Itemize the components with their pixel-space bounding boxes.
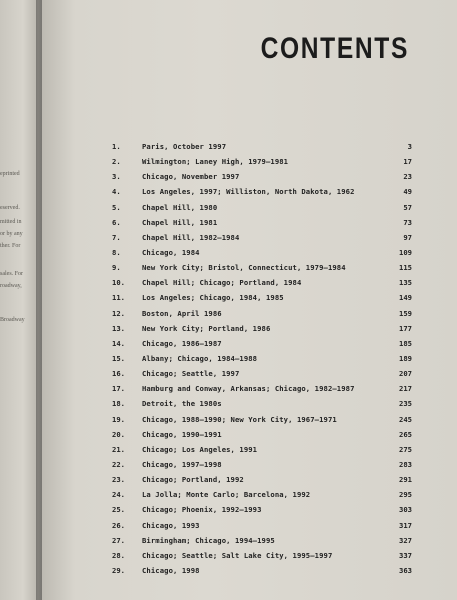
page-number: 177 xyxy=(399,323,412,333)
chapter-title: New York City; Bristol, Connecticut, 1979–1984 xyxy=(142,263,346,273)
toc-entry xyxy=(112,460,412,475)
chapter-number: 2. xyxy=(112,157,121,167)
toc-entry xyxy=(112,551,412,566)
chapter-number: 26. xyxy=(112,520,125,530)
page-number: 185 xyxy=(399,338,412,348)
left-page-text: mitted in xyxy=(0,219,22,225)
left-page-text: roadway, xyxy=(0,283,22,289)
chapter-number: 3. xyxy=(112,172,121,182)
page-number: 49 xyxy=(403,187,412,197)
chapter-title: Chicago, 1993 xyxy=(142,520,200,530)
chapter-title: Boston, April 1986 xyxy=(142,308,222,318)
page-number: 109 xyxy=(399,247,412,257)
toc-entry xyxy=(112,430,412,445)
toc-entry xyxy=(112,263,412,278)
chapter-number: 24. xyxy=(112,490,125,500)
chapter-number: 15. xyxy=(112,353,125,363)
left-page-text: eserved. xyxy=(0,205,20,211)
page-number: 115 xyxy=(399,263,412,273)
toc-entry xyxy=(112,278,412,293)
toc-entry xyxy=(112,218,412,233)
page-number: 149 xyxy=(399,293,412,303)
toc-entry xyxy=(112,445,412,460)
chapter-number: 22. xyxy=(112,459,125,469)
chapter-title: Chapel Hill, 1981 xyxy=(142,217,218,227)
chapter-title: Los Angeles, 1997; Williston, North Dakota, 1962 xyxy=(142,187,355,197)
chapter-number: 11. xyxy=(112,293,125,303)
page-number: 265 xyxy=(399,429,412,439)
page-number: 327 xyxy=(399,535,412,545)
page-number: 207 xyxy=(399,369,412,379)
page-number: 303 xyxy=(399,505,412,515)
page-number: 189 xyxy=(399,353,412,363)
chapter-number: 25. xyxy=(112,505,125,515)
table-of-contents xyxy=(112,142,412,581)
chapter-number: 18. xyxy=(112,399,125,409)
toc-entry xyxy=(112,369,412,384)
chapter-title: Chicago, 1997–1998 xyxy=(142,459,222,469)
chapter-number: 6. xyxy=(112,217,121,227)
page-number: 217 xyxy=(399,384,412,394)
toc-entry xyxy=(112,415,412,430)
page-number: 97 xyxy=(403,232,412,242)
page-number: 363 xyxy=(399,565,412,575)
chapter-number: 5. xyxy=(112,202,121,212)
toc-entry xyxy=(112,233,412,248)
left-page-text: Broadway xyxy=(0,317,25,323)
toc-entry xyxy=(112,505,412,520)
chapter-number: 17. xyxy=(112,384,125,394)
chapter-title: Chicago, 1988–1990; New York City, 1967–1971 xyxy=(142,414,337,424)
chapter-number: 4. xyxy=(112,187,121,197)
chapter-number: 12. xyxy=(112,308,125,318)
page-number: 317 xyxy=(399,520,412,530)
page-number: 337 xyxy=(399,550,412,560)
page-number: 275 xyxy=(399,444,412,454)
toc-entry xyxy=(112,384,412,399)
chapter-number: 28. xyxy=(112,550,125,560)
chapter-title: Detroit, the 1980s xyxy=(142,399,222,409)
chapter-number: 29. xyxy=(112,565,125,575)
page-number: 135 xyxy=(399,278,412,288)
chapter-number: 16. xyxy=(112,369,125,379)
chapter-number: 13. xyxy=(112,323,125,333)
chapter-title: Chicago; Seattle, 1997 xyxy=(142,369,240,379)
chapter-title: Chapel Hill; Chicago; Portland, 1984 xyxy=(142,278,302,288)
chapter-title: La Jolla; Monte Carlo; Barcelona, 1992 xyxy=(142,490,311,500)
toc-entry xyxy=(112,142,412,157)
chapter-title: Chicago, 1984 xyxy=(142,247,200,257)
toc-entry xyxy=(112,521,412,536)
toc-entry xyxy=(112,339,412,354)
toc-entry xyxy=(112,566,412,581)
chapter-number: 9. xyxy=(112,263,121,273)
chapter-number: 8. xyxy=(112,247,121,257)
chapter-title: Birmingham; Chicago, 1994–1995 xyxy=(142,535,275,545)
page-number: 17 xyxy=(403,157,412,167)
left-page-text: or by any xyxy=(0,231,23,237)
chapter-title: Chicago; Seattle; Salt Lake City, 1995–1997 xyxy=(142,550,333,560)
toc-entry xyxy=(112,293,412,308)
page-number: 245 xyxy=(399,414,412,424)
chapter-title: Chicago, 1998 xyxy=(142,565,200,575)
chapter-number: 27. xyxy=(112,535,125,545)
toc-entry xyxy=(112,172,412,187)
page-number: 73 xyxy=(403,217,412,227)
chapter-number: 10. xyxy=(112,278,125,288)
chapter-title: Chicago, 1990–1991 xyxy=(142,429,222,439)
chapter-title: Chicago; Los Angeles, 1991 xyxy=(142,444,258,454)
chapter-title: Paris, October 1997 xyxy=(142,142,227,151)
toc-entry xyxy=(112,399,412,414)
toc-entry xyxy=(112,157,412,172)
page-number: 283 xyxy=(399,459,412,469)
left-page-text: eprinted xyxy=(0,171,20,177)
chapter-title: Chicago; Portland, 1992 xyxy=(142,475,244,485)
chapter-title: Chicago, November 1997 xyxy=(142,172,240,182)
toc-entry xyxy=(112,248,412,263)
toc-entry xyxy=(112,187,412,202)
page-number: 295 xyxy=(399,490,412,500)
chapter-title: Chapel Hill, 1980 xyxy=(142,202,218,212)
toc-entry xyxy=(112,203,412,218)
chapter-number: 7. xyxy=(112,232,121,242)
toc-entry xyxy=(112,536,412,551)
chapter-title: Albany; Chicago, 1984–1988 xyxy=(142,353,258,363)
page-number: 291 xyxy=(399,475,412,485)
left-page-text: ther. For xyxy=(0,243,21,249)
chapter-number: 1. xyxy=(112,142,121,151)
toc-entry xyxy=(112,475,412,490)
page-number: 159 xyxy=(399,308,412,318)
toc-entry xyxy=(112,309,412,324)
left-page-text: sales. For xyxy=(0,271,23,277)
page-number: 23 xyxy=(403,172,412,182)
chapter-number: 19. xyxy=(112,414,125,424)
chapter-title: Chicago; Phoenix, 1992–1993 xyxy=(142,505,262,515)
page-number: 3 xyxy=(407,142,412,151)
chapter-number: 14. xyxy=(112,338,125,348)
chapter-title: Chicago, 1986–1987 xyxy=(142,338,222,348)
chapter-title: New York City; Portland, 1986 xyxy=(142,323,271,333)
chapter-title: Chapel Hill, 1982–1984 xyxy=(142,232,240,242)
chapter-title: Los Angeles; Chicago, 1984, 1985 xyxy=(142,293,284,303)
chapter-title: Hamburg and Conway, Arkansas; Chicago, 1982–1987 xyxy=(142,384,355,394)
chapter-number: 20. xyxy=(112,429,125,439)
page-title: CONTENTS xyxy=(260,32,409,65)
chapter-title: Wilmington; Laney High, 1979–1981 xyxy=(142,157,289,167)
page-number: 235 xyxy=(399,399,412,409)
page-number: 57 xyxy=(403,202,412,212)
chapter-number: 23. xyxy=(112,475,125,485)
toc-entry xyxy=(112,324,412,339)
toc-entry xyxy=(112,354,412,369)
toc-entry xyxy=(112,490,412,505)
contents-page xyxy=(42,0,457,600)
chapter-number: 21. xyxy=(112,444,125,454)
